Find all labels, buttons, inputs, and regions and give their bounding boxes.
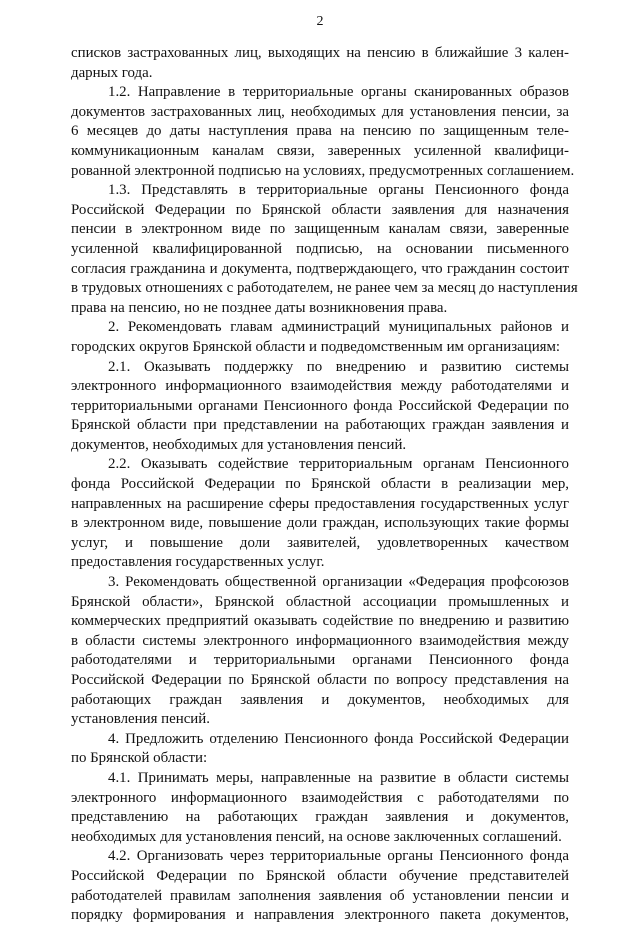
text-line: в электронном виде, повышение доли граждан, использующих такие формы [71, 515, 569, 532]
text-line: работающих граждан заявления и документов, необходимых для [71, 691, 569, 708]
text-line: 4.2. Организовать через территориальные органы Пенсионного фонда [108, 848, 569, 865]
text-line: документов, необходимых для установления пенсий. [71, 436, 407, 453]
text-line: 6 месяцев до даты наступления права на пенсию по защищенным теле- [71, 123, 569, 140]
text-line: пенсии в электронном виде по защищенным каналам связи, заверенные [71, 221, 569, 238]
text-line: 1.2. Направление в территориальные органы сканированных образов [108, 84, 569, 101]
document-body [71, 44, 578, 926]
text-line: документов застрахованных лиц, необходимых для установления пенсии, за [71, 103, 569, 120]
text-line: коммерческих предприятий оказывать содействие по внедрению и развитию [71, 613, 569, 630]
text-line: 2.2. Оказывать содействие территориальным органам Пенсионного [108, 456, 569, 473]
text-line: Брянской области», Брянской областной ассоциации промышленных и [71, 593, 569, 610]
text-line: по Брянской области: [71, 750, 208, 767]
text-line: коммуникационным каналам связи, заверенных усиленной квалифици- [71, 142, 569, 159]
text-line: услуг, и повышение доли заявителей, удовлетворенных качеством [71, 534, 569, 551]
text-line: работодателями и территориальными органами Пенсионного фонда [71, 652, 569, 669]
text-line: рованной электронной подписью на условиях, предусмотренных соглашением. [71, 162, 575, 179]
text-line: дарных года. [71, 64, 153, 81]
text-line: установления пенсий. [71, 711, 210, 728]
text-line: работодателей правилам заполнения заявления об установлении пенсии и [71, 887, 569, 904]
text-line: необходимых для установления пенсий, на основе заключенных соглашений. [71, 828, 562, 845]
text-line: списков застрахованных лиц, выходящих на пенсию в ближайшие 3 кален- [71, 45, 569, 61]
text-line: территориальными органами Пенсионного фонда Российской Федерации по [71, 397, 569, 414]
text-line: 2.1. Оказывать поддержку по внедрению и развитию системы [108, 358, 569, 375]
text-line: Брянской области при представлении на работающих граждан заявления и [71, 417, 569, 434]
text-line: электронного информационного взаимодействия с работодателями по [71, 789, 569, 806]
text-line: 2. Рекомендовать главам администраций муниципальных районов и [108, 319, 569, 336]
text-line: порядку формирования и направления электронного пакета документов, [71, 907, 569, 924]
text-line: 4. Предложить отделению Пенсионного фонда Российской Федерации [108, 730, 569, 747]
text-line: в трудовых отношениях с работодателем, не ранее чем за месяц до наступления [71, 280, 578, 297]
text-line: права на пенсию, но не позднее даты возникновения права. [71, 299, 448, 316]
page-number: 2 [316, 14, 324, 29]
text-line: 3. Рекомендовать общественной организации «Федерация профсоюзов [108, 574, 569, 591]
text-line: 1.3. Представлять в территориальные органы Пенсионного фонда [108, 182, 569, 199]
text-line: согласия гражданина и документа, подтверждающего, что гражданин состоит [71, 260, 569, 277]
text-line: Российской Федерации по Брянской области обучение представителей [71, 867, 569, 884]
text-line: Российской Федерации по Брянской области по вопросу представления на [71, 672, 569, 688]
text-line: фонда Российской Федерации по Брянской области в реализации мер, [71, 476, 569, 493]
text-line: представлению на работающих граждан заявления и документов, [71, 809, 569, 826]
text-line: направленных на расширение сферы предоставления государственных услуг [71, 495, 569, 512]
text-line: 4.1. Принимать меры, направленные на развитие в области системы [108, 769, 569, 786]
text-line: в области системы электронного информационного взаимодействия между [71, 632, 569, 649]
text-line: электронного информационного взаимодействия между работодателями и [71, 378, 569, 395]
text-line: предоставления государственных услуг. [71, 554, 325, 571]
text-line: городских округов Брянской области и подведомственным им организациям: [71, 338, 561, 355]
text-line: усиленной квалифицированной подписью, на основании письменного [71, 240, 569, 257]
text-line: Российской Федерации по Брянской области заявления для назначения [71, 201, 569, 218]
